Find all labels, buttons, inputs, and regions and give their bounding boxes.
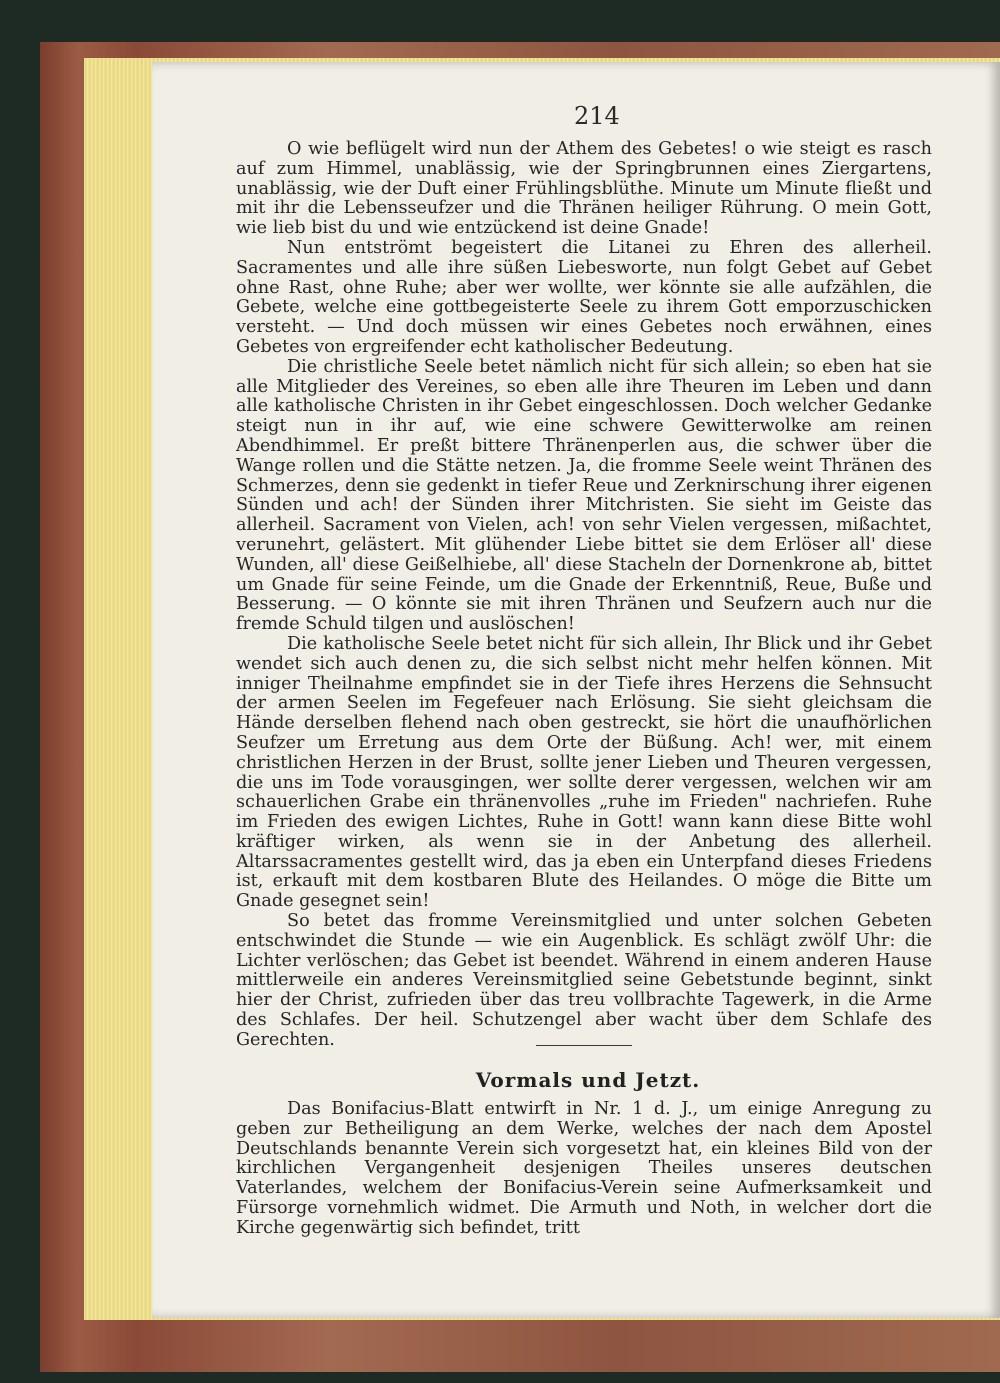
paragraph: Nun entströmt begeistert die Litanei zu Ehren des allerheil. Sacramentes und alle ihre süßen Liebesworte, nun folgt Gebet auf Gebet ohne Rast, ohne Ruhe; aber wer wollte, wer könnte sie alle aufzählen, die Gebete, welche eine gottbegeisterte Seele zu ihrem Gott emporzuschicken versteht. — Und doch müssen wir eines Gebetes noch erwähnen, eines Gebetes von ergreifender echt katholischer Bedeutung.	[236, 237, 932, 357]
paragraph: So betet das fromme Vereinsmitglied und unter solchen Gebeten entschwindet die Stunde — wie ein Augenblick. Es schlägt zwölf Uhr: die Lichter verlöschen; das Gebet ist beendet. Während in einem anderen Hause mittlerweile ein anderes Vereinsmitglied seine Gebetstunde beginnt, sinkt hier der Christ, zufrieden über das treu vollbrachte Tagewerk, in die Arme des Schlafes. Der heil. Schutzengel aber wacht über dem Schlafe des Gerechten.	[236, 911, 932, 1050]
paragraph: O wie beflügelt wird nun der Athem des Gebetes! o wie steigt es rasch auf zum Himmel, unablässig, wie der Springbrunnen eines Ziergartens, unablässig, wie der Duft einer Frühlingsblüthe. Minute um Minute fließt und mit ihr die Lebensseufzer und die Thränen heiliger Rührung. O mein Gott, wie lieb bist du und wie entzückend ist deine Gnade!	[236, 139, 932, 239]
paragraph: Die christliche Seele betet nämlich nicht für sich allein; so eben hat sie alle Mitglieder des Vereines, so eben alle ihre Theuren im Leben und dann alle katholische Christen in ihr Gebet eingeschlossen. Doch welcher Gedanke steigt nun in ihr auf, wie eine schwere Gewitterwolke am reinen Abendhimmel. Er preßt bittere Thränenperlen aus, die schwer über die Wange rollen und die Stätte netzen. Ja, die fromme Seele weint Thränen des Schmerzes, denn sie gedenkt in tiefer Reue und Zerknirschung ihrer eigenen Sünden und ach! der Sünden ihrer Mitchristen. Sie sieht im Geiste das allerheil. Sacrament von Vielen, ach! von sehr Vielen vergessen, mißachtet, verunehrt, gelästert. Mit glühender Liebe bittet sie dem Erlöser all' diese Wunden, all' diese Geißelhiebe, all' diese Stacheln der Dornenkrone ab, bittet um Gnade für seine Feinde, um die Gnade der Erkenntniß, Reue, Buße und Besserung. — O könnte sie mit ihren Thränen und Seufzern auch nur die fremde Schuld tilgen und auslöschen!	[236, 356, 932, 635]
section-heading: Vormals und Jetzt.	[475, 1068, 701, 1092]
paragraph: Die katholische Seele betet nicht für sich allein, Ihr Blick und ihr Gebet wendet sich auch denen zu, die sich selbst nicht mehr helfen können. Mit inniger Theilnahme empfindet sie in der Tiefe ihres Herzens die Sehnsucht der armen Seelen im Fegefeuer nach Erlösung. Sie sieht gleichsam die Hände derselben flehend nach oben gestreckt, sie hört die unaufhörlichen Seufzer um Erretung aus dem Orte der Büßung. Ach! wer, mit einem christlichen Herzen in der Brust, sollte jener Lieben und Theuren vergessen, die uns im Tode vorausgingen, wer sollte derer vergessen, welchen wir am schauerlichen Grabe ein thränenvolles „ruhe im Frieden" nachriefen. Ruhe im Frieden des ewigen Lichtes, Ruhe in Gott! wann kann diese Bitte wohl kräftiger wirken, als wenn sie in der Anbetung des allerheil. Altarssacramentes gestellt wird, das ja eben ein Unterpfand dieses Friedens ist, erkauft mit dem kostbaren Blute des Heilandes. O möge die Bitte um Gnade gesegnet sein!	[236, 633, 932, 912]
section-divider	[536, 1045, 632, 1046]
paragraph: Das Bonifacius-Blatt entwirft in Nr. 1 d. J., um einige Anregung zu geben zur Betheiligung an dem Werke, welches der nach dem Apostel Deutschlands benannte Verein sich vorgesetzt hat, ein kleines Bild von der kirchlichen Vergangenheit desjenigen Theiles unseres deutschen Vaterlandes, welchem der Bonifacius-Verein seine Aufmerksamkeit und Fürsorge vornehmlich widmet. Die Armuth und Noth, in welcher dort die Kirche gegenwärtig sich befindet, tritt	[236, 1099, 932, 1238]
page-number: 214	[574, 102, 620, 130]
section-body-text	[236, 1100, 932, 1239]
body-text	[236, 140, 932, 1051]
